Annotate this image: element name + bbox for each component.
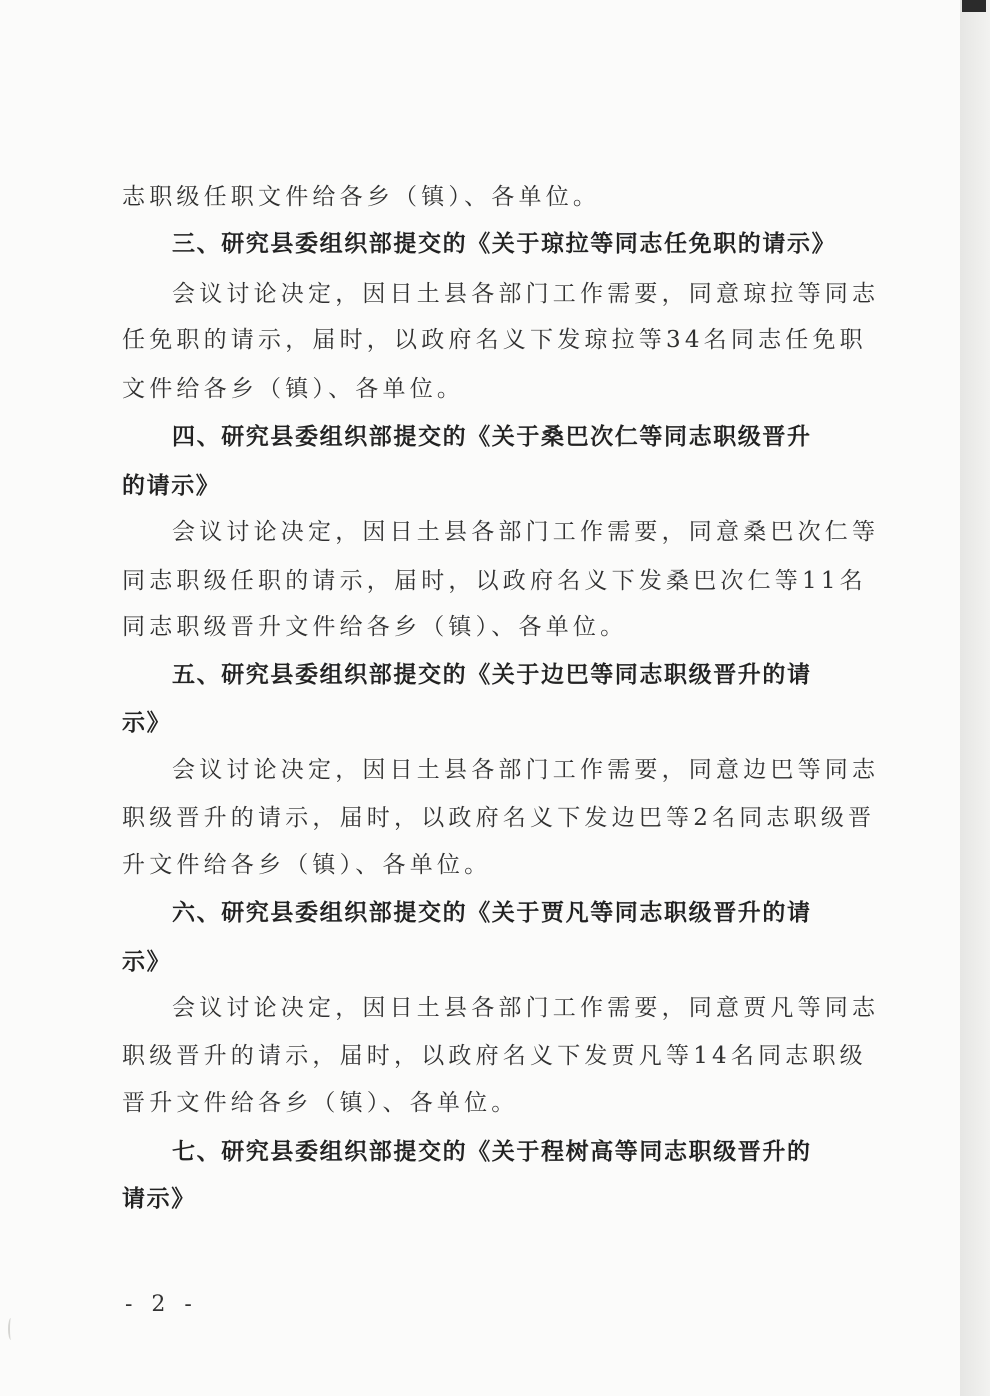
text-line: 会议讨论决定，因日土县各部门工作需要，同意贾凡等同志 — [172, 995, 880, 1021]
text-line: 志职级任职文件给各乡（镇）、各单位。 — [122, 184, 601, 210]
section-heading: 三、研究县委组织部提交的《关于琼拉等同志任免职的请示》 — [172, 231, 837, 257]
section-heading: 五、研究县委组织部提交的《关于边巴等同志职级晋升的请 — [172, 662, 812, 688]
text-line: 升文件给各乡（镇）、各单位。 — [122, 852, 492, 878]
text-line: 职级晋升的请示，届时，以政府名义下发边巴等2名同志职级晋 — [122, 805, 876, 831]
section-heading: 请示》 — [122, 1186, 196, 1212]
scan-mark — [8, 1318, 14, 1340]
section-heading: 七、研究县委组织部提交的《关于程树高等同志职级晋升的 — [172, 1139, 812, 1165]
text-line: 会议讨论决定，因日土县各部门工作需要，同意琼拉等同志 — [172, 281, 880, 307]
text-line: 晋升文件给各乡（镇）、各单位。 — [122, 1090, 519, 1116]
section-heading: 四、研究县委组织部提交的《关于桑巴次仁等同志职级晋升 — [172, 424, 812, 450]
section-heading: 的请示》 — [122, 473, 221, 499]
section-heading: 示》 — [122, 710, 172, 736]
page-number: - 2 - — [125, 1292, 198, 1317]
text-line: 文件给各乡（镇）、各单位。 — [122, 376, 465, 402]
text-line: 同志职级晋升文件给各乡（镇）、各单位。 — [122, 614, 628, 640]
page-edge — [960, 0, 990, 1396]
text-line: 会议讨论决定，因日土县各部门工作需要，同意边巴等同志 — [172, 757, 880, 783]
text-line: 会议讨论决定，因日土县各部门工作需要，同意桑巴次仁等 — [172, 519, 880, 545]
section-heading: 示》 — [122, 949, 172, 975]
text-line: 职级晋升的请示，届时，以政府名义下发贾凡等14名同志职级 — [122, 1043, 867, 1069]
text-line: 任免职的请示，届时，以政府名义下发琼拉等34名同志任免职 — [122, 327, 867, 353]
scan-corner-mark — [962, 0, 986, 12]
text-line: 同志职级任职的请示，届时，以政府名义下发桑巴次仁等11名 — [122, 568, 867, 594]
section-heading: 六、研究县委组织部提交的《关于贾凡等同志职级晋升的请 — [172, 900, 812, 926]
